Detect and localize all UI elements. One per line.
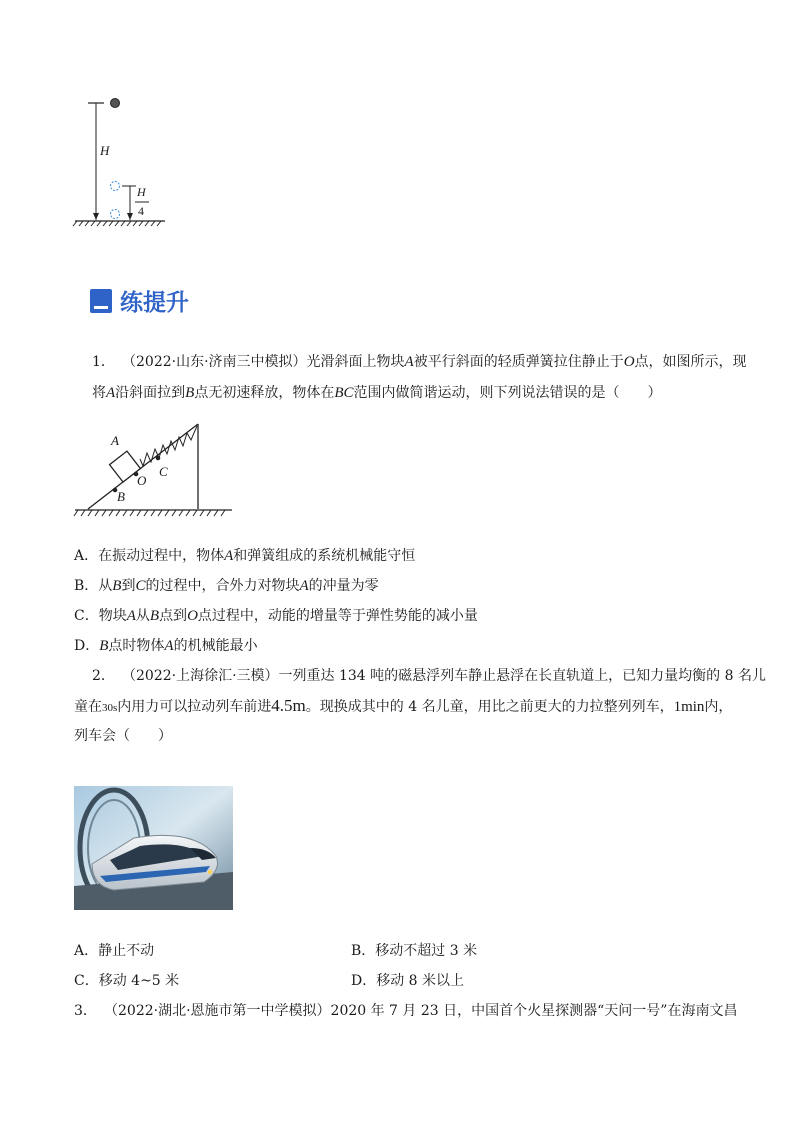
- section-header: [90, 284, 189, 317]
- ball: [111, 99, 120, 108]
- question-source: （2022·上海徐汇·三模）: [122, 668, 279, 684]
- falling-ball-figure: [70, 92, 170, 232]
- option-text: 从: [98, 578, 113, 594]
- q1-option-C: [74, 606, 478, 626]
- question-number: 2．: [92, 668, 115, 684]
- option-text: 移动 8 米以上: [376, 973, 465, 989]
- q2-option-B: [351, 941, 477, 961]
- option-letter: D．: [74, 638, 100, 654]
- q2-option-C: [74, 971, 179, 991]
- question-text: 列车会（ ）: [74, 728, 172, 744]
- option-text: 点到: [159, 608, 188, 624]
- incline-spring-figure: [70, 420, 240, 520]
- variable-A: A: [106, 385, 116, 401]
- q1-option-D: [74, 636, 258, 656]
- question-text: 光滑斜面上物块: [306, 354, 405, 370]
- variable-O: O: [187, 608, 198, 624]
- option-letter: A．: [74, 548, 99, 564]
- q1-line1: [92, 352, 747, 372]
- label-B: B: [117, 489, 125, 504]
- q3-line1: [74, 1001, 737, 1021]
- question-text: 。现换成其中的 4 名儿童，用比之前更大的力拉整列列车，: [305, 699, 674, 715]
- variable-A: A: [164, 638, 174, 654]
- option-text: 静止不动: [98, 943, 155, 959]
- option-text: 移动 4~5 米: [98, 973, 180, 989]
- height-label-H: H: [100, 143, 110, 158]
- question-text: 2020 年 7 月 23 日，中国首个火星探测器“天问一号”在海南文昌: [330, 1003, 738, 1019]
- time-value: 1min: [673, 699, 705, 715]
- option-letter: C．: [74, 973, 99, 989]
- question-number: 1．: [92, 354, 115, 370]
- question-text: 点，如图所示，现: [634, 354, 747, 370]
- book-icon: [90, 289, 112, 313]
- option-letter: B．: [74, 578, 99, 594]
- q2-line3: [74, 726, 172, 746]
- variable-B: B: [99, 638, 109, 654]
- question-number: 3．: [74, 1003, 97, 1019]
- distance-value: 4.5m: [271, 696, 306, 715]
- variable-A: A: [126, 608, 136, 624]
- label-A: A: [111, 433, 119, 448]
- option-letter: A．: [74, 943, 99, 959]
- question-source: （2022·山东·济南三中模拟）: [122, 354, 307, 370]
- point-C: [156, 456, 161, 461]
- question-text: 将: [92, 385, 106, 401]
- question-text: 一列重达 134 吨的磁悬浮列车静止悬浮在长直轨道上，已知力量均衡的 8 名儿: [278, 668, 766, 684]
- option-text: 和弹簧组成的系统机械能守恒: [233, 548, 416, 564]
- question-text: 童在: [74, 699, 102, 715]
- q1-option-B: [74, 576, 379, 596]
- label-O: O: [137, 473, 147, 488]
- option-letter: D．: [351, 973, 377, 989]
- question-text: 点无初速释放，物体在: [194, 385, 335, 401]
- question-source: （2022·湖北·恩施市第一中学模拟）: [104, 1003, 331, 1019]
- time-value: 30s: [102, 702, 118, 714]
- ball-position-dashed: [111, 210, 120, 219]
- question-text: 被平行斜面的轻质弹簧拉住静止于: [413, 354, 624, 370]
- block-A: [110, 451, 141, 482]
- maglev-train-photo: [74, 786, 233, 910]
- option-letter: B．: [351, 943, 376, 959]
- variable-B: B: [149, 608, 160, 624]
- variable-C: C: [135, 578, 146, 594]
- label-C: C: [159, 464, 168, 479]
- option-text: 在振动过程中，物体: [98, 548, 225, 564]
- option-text: 的机械能最小: [173, 638, 258, 654]
- q2-line1: [92, 666, 766, 686]
- question-text: 内用力可以拉动列车前进: [117, 699, 272, 715]
- ball-position-dashed: [111, 182, 120, 191]
- fraction-numerator: H: [137, 185, 146, 199]
- q2-line2: [74, 696, 732, 718]
- variable-B: B: [112, 578, 122, 594]
- question-text: 范围内做简谐运动，则下列说法错误的是（ ）: [353, 385, 662, 401]
- variable-BC: BC: [334, 385, 354, 401]
- q2-option-A: [74, 941, 154, 961]
- option-text: 到: [121, 578, 136, 594]
- option-text: 点过程中，动能的增量等于弹性势能的减小量: [197, 608, 478, 624]
- option-text: 从: [135, 608, 150, 624]
- variable-A: A: [404, 354, 414, 370]
- variable-A: A: [299, 578, 309, 594]
- variable-A: A: [224, 548, 234, 564]
- option-text: 点时物体: [108, 638, 165, 654]
- fraction-denominator: 4: [138, 204, 144, 218]
- variable-B: B: [185, 385, 195, 401]
- option-text: 物块: [98, 608, 127, 624]
- variable-O: O: [623, 354, 635, 370]
- q2-option-D: [351, 971, 464, 991]
- question-text: 内，: [704, 699, 733, 715]
- section-title: 练提升: [120, 290, 189, 316]
- option-letter: C．: [74, 608, 99, 624]
- option-text: 的过程中，合外力对物块: [145, 578, 300, 594]
- option-text: 的冲量为零: [308, 578, 379, 594]
- option-text: 移动不超过 3 米: [375, 943, 478, 959]
- q1-line2: [92, 383, 662, 403]
- question-text: 沿斜面拉到: [115, 385, 186, 401]
- q1-option-A: [74, 546, 415, 566]
